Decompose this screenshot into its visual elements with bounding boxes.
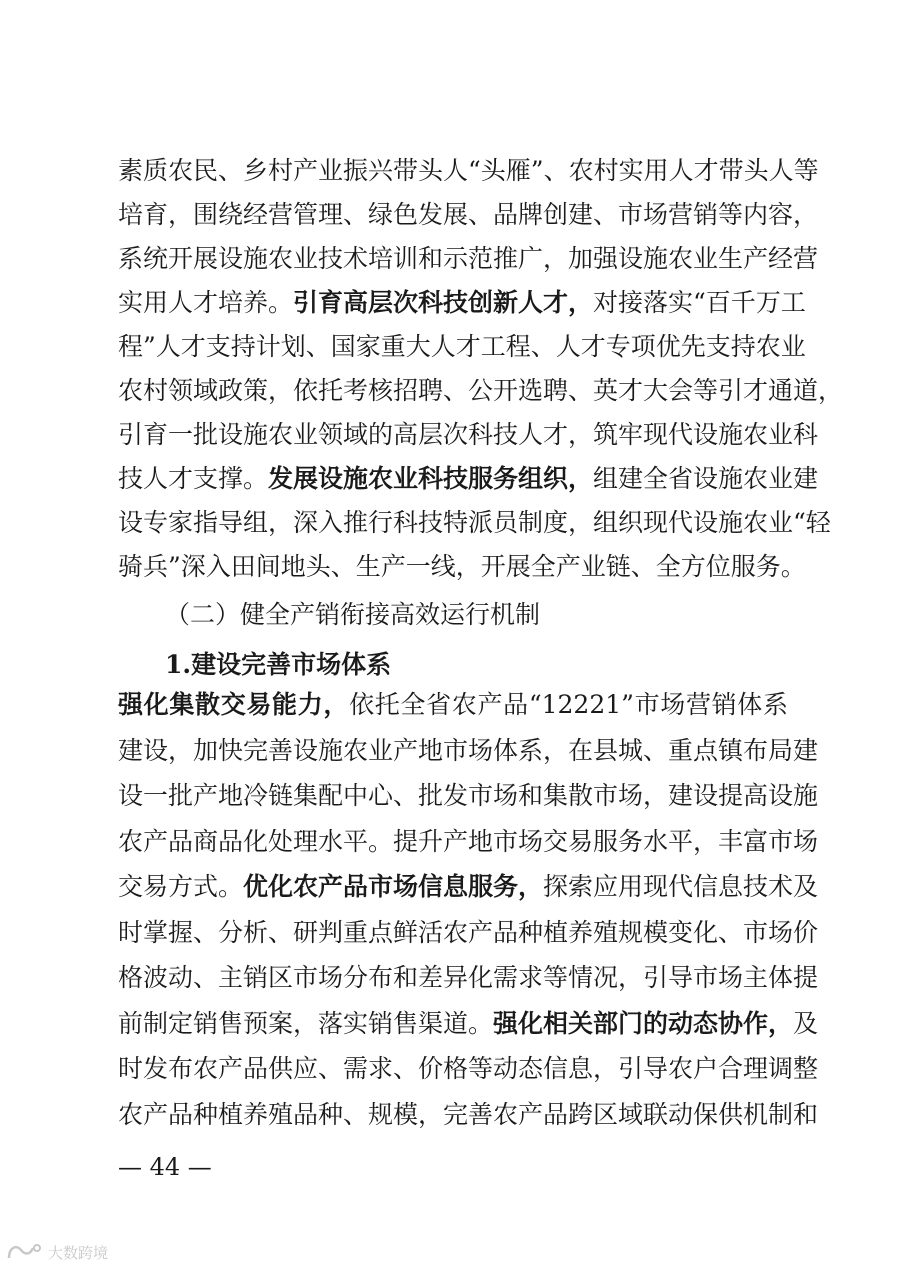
sub-heading: 1.建设完善市场体系	[165, 650, 392, 679]
text-run: 骑兵”深入田间地头、生产一线，开展全产业链、全方位服务。	[118, 552, 806, 581]
text-line	[118, 418, 819, 452]
text-run: 交易方式。	[118, 872, 244, 901]
bold-phrase: 强化集散交易能力，	[118, 690, 350, 719]
text-line	[118, 330, 806, 364]
text-line	[118, 374, 844, 408]
text-line	[118, 550, 806, 584]
text-run: 实用人才培养。	[118, 288, 294, 317]
text-run: 时掌握、分析、研判重点鲜活农产品种植养殖规模变化、市场价	[118, 917, 819, 947]
text-line	[118, 779, 819, 813]
page-number: — 44 —	[118, 1153, 212, 1181]
text-line	[118, 825, 819, 859]
text-line	[118, 734, 819, 768]
text-line	[118, 916, 819, 950]
text-run: 依托全省农产品“12221”市场营销体系	[349, 690, 788, 719]
text-line	[118, 1052, 819, 1086]
text-line	[118, 1098, 819, 1132]
text-line	[118, 506, 831, 540]
section-heading: （二）健全产销衔接高效运行机制	[165, 600, 541, 629]
text-run: 及	[793, 1008, 819, 1038]
text-run: 前制定销售预案，落实销售渠道。	[118, 1008, 494, 1038]
logo-icon	[6, 1242, 44, 1262]
text-run: 农产品种植养殖品种、规模，完善农产品跨区域联动保供机制和	[118, 1099, 819, 1129]
bold-phrase: 优化农产品市场信息服务，	[243, 872, 544, 901]
bold-phrase: 强化相关部门的动态协作，	[493, 1008, 794, 1038]
text-run: 素质农民、乡村产业振兴带头人“头雁”、农村实用人才带头人等	[118, 156, 819, 185]
text-run: 建设，加快完善设施农业产地市场体系，在县城、重点镇布局建	[118, 735, 819, 765]
text-line	[118, 961, 819, 995]
text-run: 程”人才支持计划、国家重大人才工程、人才专项优先支持农业	[118, 332, 806, 361]
watermark-text: 大数跨境	[48, 1243, 109, 1262]
text-run: 设一批产地冷链集配中心、批发市场和集散市场，建设提高设施	[118, 781, 819, 810]
text-line	[118, 870, 819, 904]
text-line	[118, 286, 806, 320]
text-line	[118, 1007, 819, 1041]
text-run: 农村领域政策，依托考核招聘、公开选聘、英才大会等引才通道，	[118, 376, 844, 405]
bold-phrase: 引育高层次科技创新人才，	[293, 288, 594, 317]
text-run: 系统开展设施农业技术培训和示范推广，加强设施农业生产经营	[118, 244, 819, 273]
text-run: 对接落实“百千万工	[593, 288, 806, 317]
text-line	[118, 242, 819, 276]
text-run: 技人才支撑。	[118, 464, 269, 493]
text-line	[118, 154, 819, 188]
text-run: 探索应用现代信息技术及	[543, 872, 819, 901]
bold-phrase: 发展设施农业科技服务组织，	[268, 464, 594, 493]
text-line	[118, 462, 819, 496]
text-line	[118, 688, 788, 722]
text-run: 组建全省设施农业建	[593, 464, 819, 493]
text-line	[118, 198, 819, 232]
text-run: 引育一批设施农业领域的高层次科技人才，筑牢现代设施农业科	[118, 420, 819, 449]
watermark	[6, 1240, 108, 1264]
text-run: 设专家指导组，深入推行科技特派员制度，组织现代设施农业“轻	[118, 508, 831, 537]
text-run: 培育，围绕经营管理、绿色发展、品牌创建、市场营销等内容，	[118, 200, 819, 229]
text-run: 格波动、主销区市场分布和差异化需求等情况，引导市场主体提	[118, 963, 819, 992]
text-run: 时发布农产品供应、需求、价格等动态信息，引导农户合理调整	[118, 1054, 819, 1083]
text-run: 农产品商品化处理水平。提升产地市场交易服务水平，丰富市场	[118, 826, 819, 856]
